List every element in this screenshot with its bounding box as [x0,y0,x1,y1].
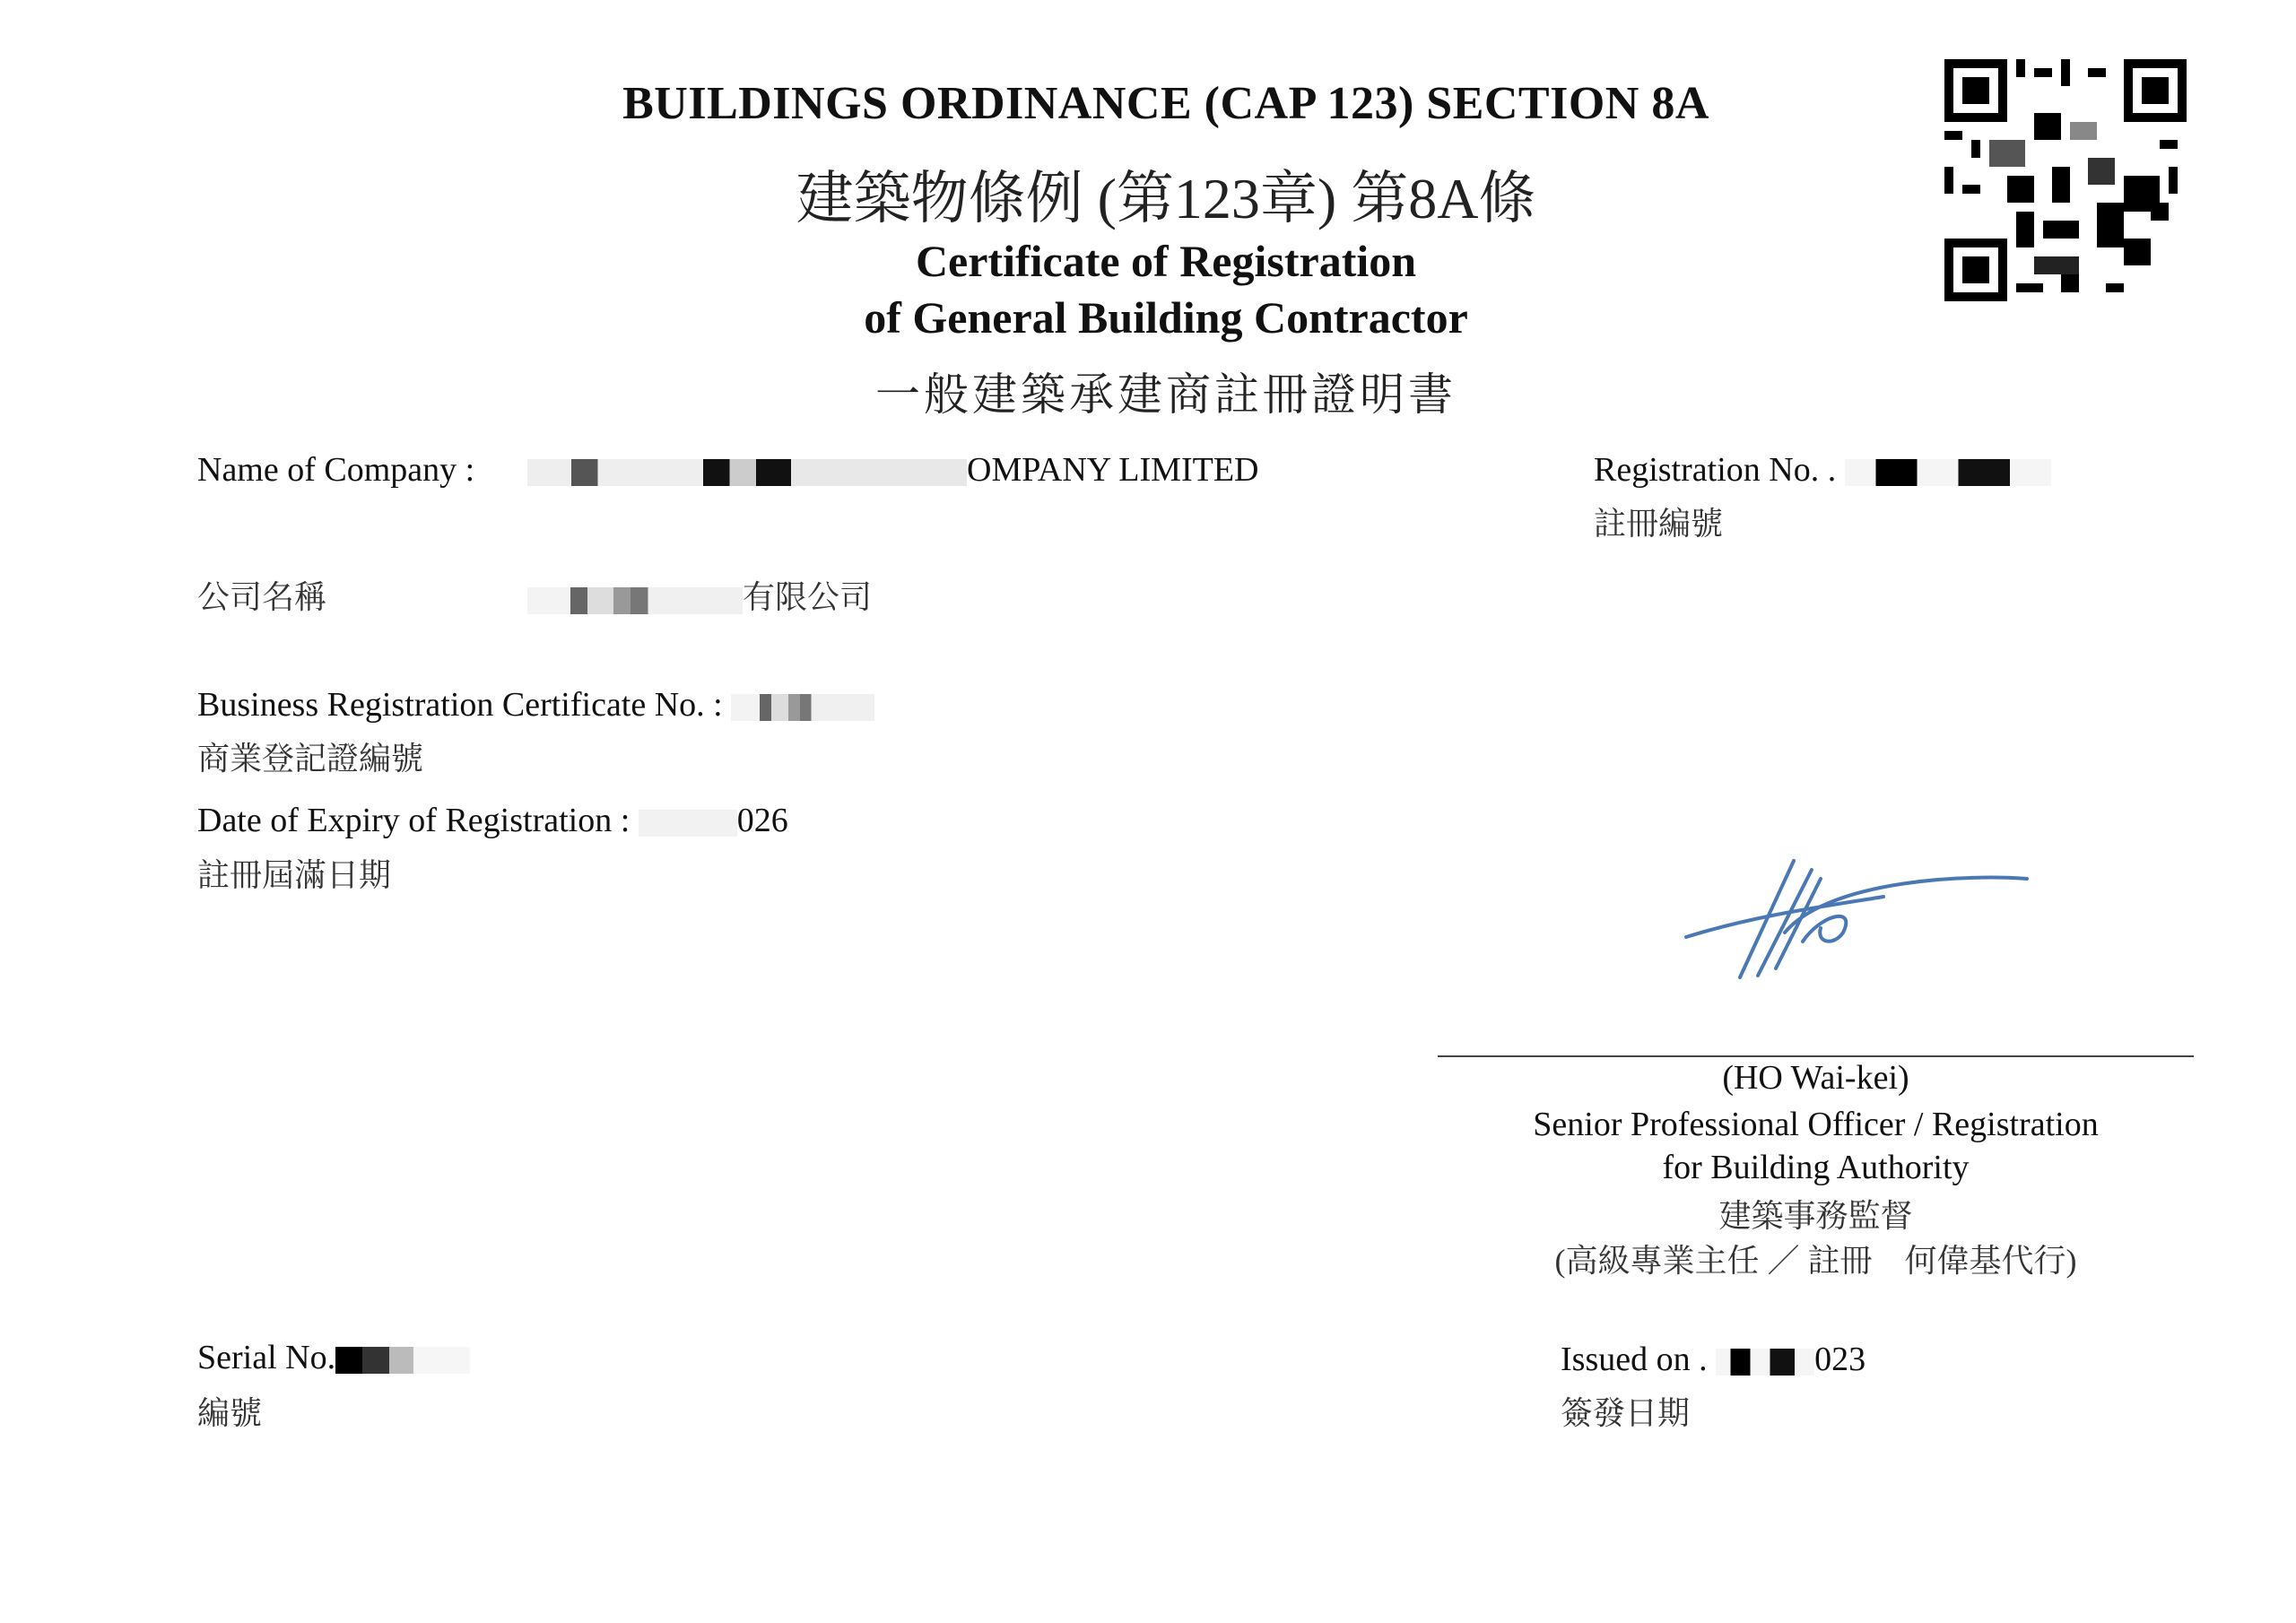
expiry-label-text: Date of Expiry of Registration : [197,802,631,839]
signatory-title-line1: Senior Professional Officer / Registration [1533,1106,2099,1143]
registration-no-label-zh: 註冊編號 [1594,506,1724,542]
br-cert-no-label-zh: 商業登記證編號 [197,741,424,777]
signature [1650,843,2054,995]
signatory-title-zh-line2: (高級專業主任 ／ 註冊 何偉基代行) [1554,1243,2077,1279]
ordinance-heading-en: BUILDINGS ORDINANCE (CAP 123) SECTION 8A [622,78,1709,129]
serial-no-label-text: Serial No. [197,1339,336,1376]
ordinance-heading-zh: 建築物條例 (第123章) 第8A條 [796,167,1536,230]
company-name-label-zh: 公司名稱 [197,579,327,615]
company-name-suffix: OMPANY LIMITED [967,451,1259,489]
issued-on-label-zh: 簽發日期 [1561,1395,1691,1431]
expiry-label-zh: 註冊屆滿日期 [197,857,392,893]
signatory-title-line2: for Building Authority [1662,1149,1970,1186]
company-name-label: Name of Company : [197,451,475,489]
serial-no-label [197,1338,470,1377]
signatory-name: (HO Wai-kei) [1722,1059,1909,1097]
company-name-value [527,450,1258,490]
serial-no-label-zh: 編號 [197,1395,263,1431]
redacted-block [1716,1349,1814,1376]
company-name-value-zh [527,572,872,618]
expiry-value-suffix: 026 [736,802,788,839]
redacted-block [527,587,743,614]
br-cert-no-label [197,685,874,725]
company-name-zh-suffix: 有限公司 [743,579,873,615]
issued-on-label [1561,1340,1866,1379]
signatory-title-zh-line1: 建築事務監督 [1718,1198,1913,1234]
br-cert-no-label-text: Business Registration Certificate No. : [197,686,723,724]
redacted-block [731,694,874,721]
redacted-block [639,810,737,837]
registration-no-label [1594,450,2051,490]
redacted-block [335,1347,470,1374]
redacted-block [527,459,967,486]
issued-on-label-text: Issued on . [1561,1341,1708,1378]
registration-no-label-text: Registration No. . [1594,451,1837,489]
certificate-title-zh: 一般建築承建商註冊證明書 [875,369,1457,420]
qr-code-icon [1944,59,2187,301]
expiry-label [197,801,788,840]
certificate-title-line2: of General Building Contractor [864,292,1468,343]
signature-line [1438,1055,2194,1057]
certificate-title-line1: Certificate of Registration [915,236,1417,286]
issued-on-value-suffix: 023 [1814,1341,1866,1378]
redacted-block [1845,459,2051,486]
